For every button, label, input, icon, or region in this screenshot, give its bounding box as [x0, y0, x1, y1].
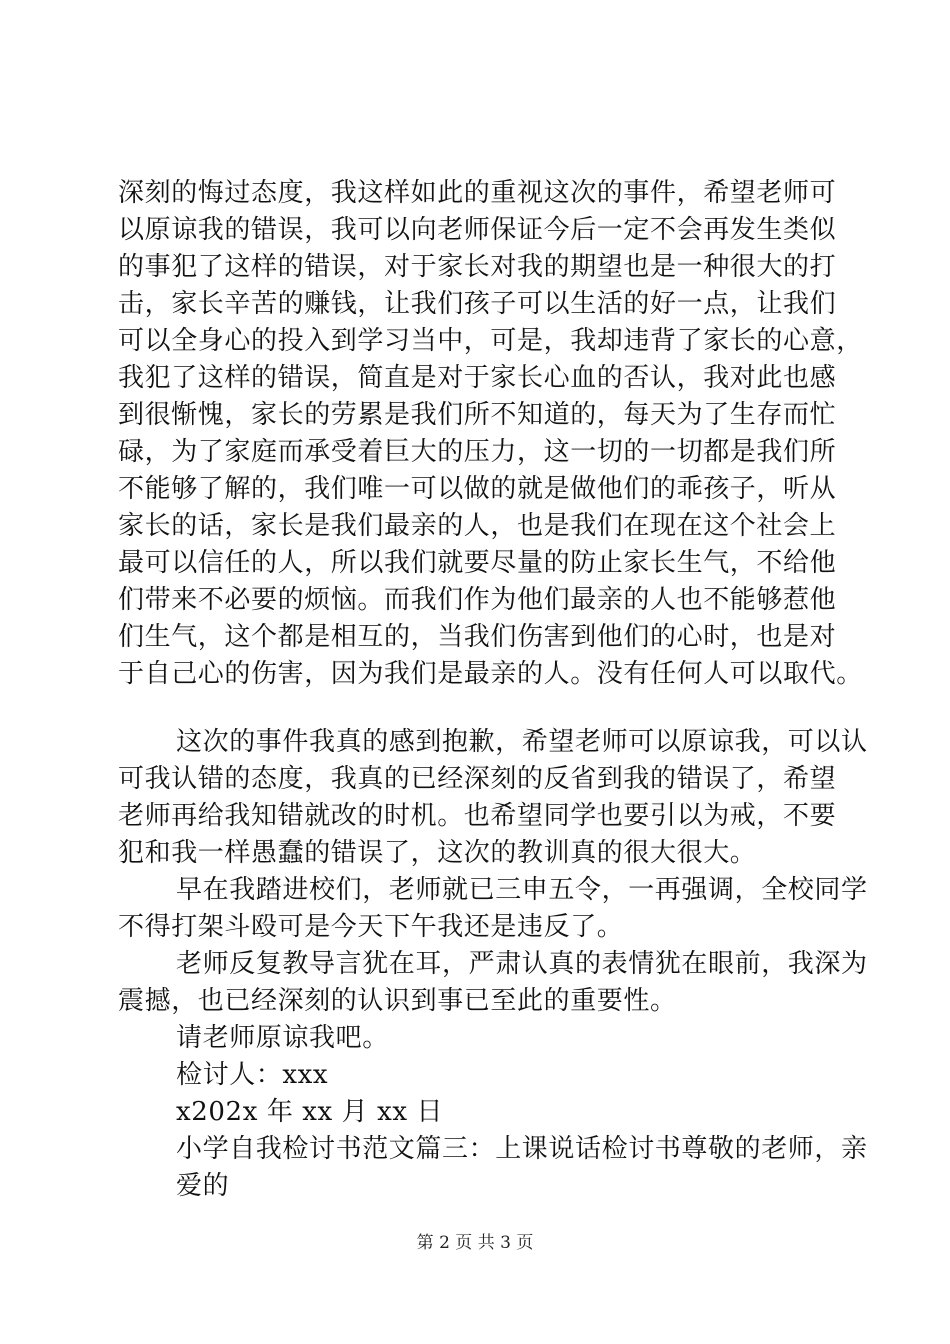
text-line: 震撼，也已经深刻的认识到事已至此的重要性。	[118, 986, 677, 1016]
text-line: 检讨人：xxx	[176, 1060, 329, 1090]
text-line: 们带来不必要的烦恼。而我们作为他们最亲的人也不能够惹他	[118, 585, 837, 615]
text-line: 老师再给我知错就改的时机。也希望同学也要引以为戒，不要	[118, 801, 837, 831]
text-line: 小学自我检讨书范文篇三：上课说话检讨书尊敬的老师，亲	[176, 1134, 868, 1164]
text-line: 爱的	[176, 1171, 230, 1201]
text-line: x202x 年 xx 月 xx 日	[176, 1097, 444, 1127]
text-line: 击，家长辛苦的赚钱，让我们孩子可以生活的好一点，让我们	[118, 289, 837, 319]
page-number: 第 2 页 共 3 页	[416, 1233, 534, 1253]
text-line: 这次的事件我真的感到抱歉，希望老师可以原谅我，可以认	[176, 727, 868, 757]
text-line: 碌，为了家庭而承受着巨大的压力，这一切的一切都是我们所	[118, 437, 837, 467]
text-line: 犯和我一样愚蠢的错误了，这次的教训真的很大很大。	[118, 838, 757, 868]
text-line: 不得打架斗殴可是今天下午我还是违反了。	[118, 912, 624, 942]
text-line: 们生气，这个都是相互的，当我们伤害到他们的心时，也是对	[118, 622, 837, 652]
text-line: 请老师原谅我吧。	[176, 1023, 389, 1053]
text-line: 深刻的悔过态度，我这样如此的重视这次的事件，希望老师可	[118, 178, 837, 208]
text-line: 最可以信任的人，所以我们就要尽量的防止家长生气，不给他	[118, 548, 837, 578]
text-line: 家长的话，家长是我们最亲的人，也是我们在现在这个社会上	[118, 511, 837, 541]
text-line: 以原谅我的错误，我可以向老师保证今后一定不会再发生类似	[118, 215, 837, 245]
text-line: 早在我踏进校们，老师就已三申五令，一再强调，全校同学	[176, 875, 868, 905]
text-line: 不能够了解的，我们唯一可以做的就是做他们的乖孩子，听从	[118, 474, 837, 504]
text-line: 可我认错的态度，我真的已经深刻的反省到我的错误了，希望	[118, 764, 837, 794]
text-line: 我犯了这样的错误，简直是对于家长心血的否认，我对此也感	[118, 363, 837, 393]
text-line: 到很惭愧，家长的劳累是我们所不知道的，每天为了生存而忙	[118, 400, 837, 430]
text-line: 老师反复教导言犹在耳，严肃认真的表情犹在眼前，我深为	[176, 949, 868, 979]
text-line: 可以全身心的投入到学习当中，可是，我却违背了家长的心意，	[118, 326, 863, 356]
text-line: 的事犯了这样的错误，对于家长对我的期望也是一种很大的打	[118, 252, 837, 282]
text-line: 于自己心的伤害，因为我们是最亲的人。没有任何人可以取代。	[118, 659, 863, 689]
